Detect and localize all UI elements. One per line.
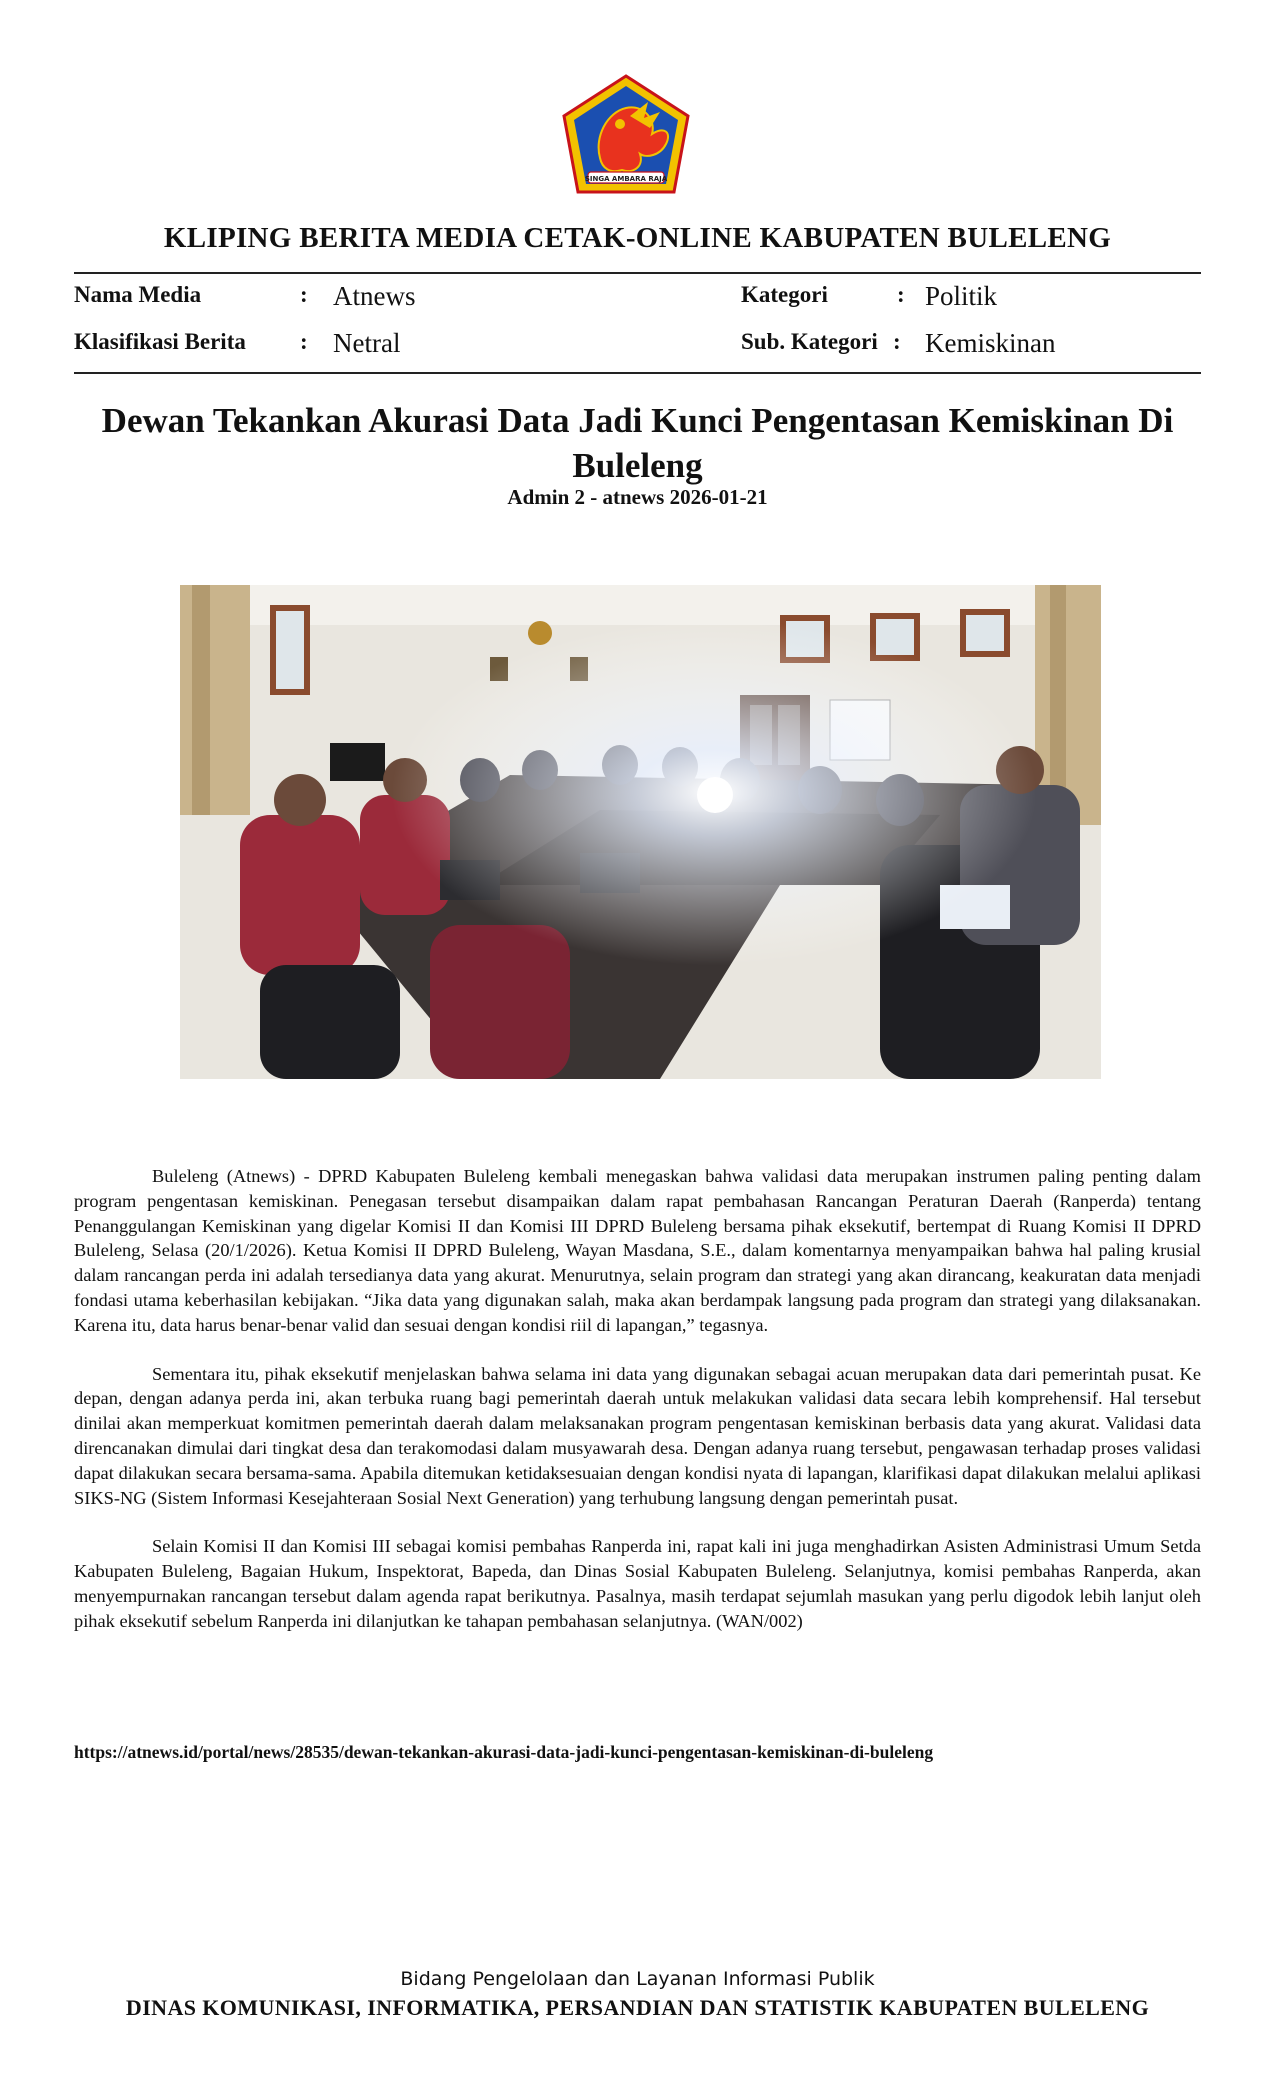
article-paragraph-2: Sementara itu, pihak eksekutif menjelaskan bahwa selama ini data yang digunakan sebagai acuan merupakan data dari pemerintah pusat. Ke depan, dengan adanya perda ini, akan terbuka ruang bagi pemerintah daerah untuk melakukan validasi data secara lebih komprehensif. Hal tersebut dinilai akan memperkuat komitmen pemerintah daerah dalam melaksanakan program pengentasan kemiskinan berbasis data yang akurat. Validasi data direncanakan dimulai dari tingkat desa dan terakomodasi dalam musyawarah desa. Dengan adanya ruang tersebut, pengawasan terhadap proses validasi dapat dilakukan secara bersama-sama. Apabila ditemukan ketidaksesuaian dengan kondisi nyata di lapangan, klarifikasi dapat dilakukan melalui aplikasi SIKS-NG (Sistem Informasi Kesejahteraan Sosial Next Generation) yang terhubung langsung dengan pemerintah pusat. <box>74 1363 1201 1508</box>
media-value: Atnews <box>333 281 416 311</box>
subcategory-value: Kemiskinan <box>925 328 1056 358</box>
article-paragraph-3: Selain Komisi II dan Komisi III sebagai komisi pembahas Ranperda ini, rapat kali ini juga menghadirkan Asisten Administrasi Umum Setda Kabupaten Buleleng, Bagaian Hukum, Inspektorat, Bapeda, dan Dinas Sosial Kabupaten Buleleng. Selanjutnya, komisi pembahas Ranperda, akan menyempurnakan rancangan tersebut dalam agenda rapat berikutnya. Pasalnya, masih terdapat sejumlah masukan yang perlu digodok lebih lanjut oleh pihak eksekutif sebelum Ranperda ini dilanjutkan ke tahapan pembahasan selanjutnya. (WAN/002) <box>74 1536 1201 1631</box>
classification-value: Netral <box>333 328 401 358</box>
footer-department: Bidang Pengelolaan dan Layanan Informasi Publik <box>400 1968 875 1990</box>
article-body <box>74 1164 1201 1658</box>
classification-label: Klasifikasi Berita <box>74 329 246 354</box>
article-byline: Admin 2 - atnews 2026-01-21 <box>507 485 768 509</box>
category-colon: : <box>897 282 905 307</box>
meeting-photo <box>180 585 1101 1079</box>
subcategory-label: Sub. Kategori <box>741 329 878 354</box>
media-label: Nama Media <box>74 282 202 307</box>
category-label: Kategori <box>741 282 828 307</box>
media-colon: : <box>300 282 308 307</box>
source-url-link[interactable]: https://atnews.id/portal/news/28535/dewan-tekankan-akurasi-data-jadi-kunci-pengentasan-kemiskinan-di-buleleng <box>74 1742 934 1762</box>
category-value: Politik <box>925 281 998 311</box>
document-header-title: KLIPING BERITA MEDIA CETAK-ONLINE KABUPATEN BULELENG <box>163 222 1112 254</box>
article-title: Dewan Tekankan Akurasi Data Jadi Kunci Pengentasan Kemiskinan Di Buleleng <box>101 401 1174 485</box>
article-paragraph-1: Buleleng (Atnews) - DPRD Kabupaten Buleleng kembali menegaskan bahwa validasi data merupakan instrumen paling penting dalam program pengentasan kemiskinan. Penegasan tersebut disampaikan dalam rapat pembahasan Rancangan Peraturan Daerah (Ranperda) tentang Penanggulangan Kemiskinan yang digelar Komisi II dan Komisi III DPRD Buleleng bersama pihak eksekutif, bertempat di Ruang Komisi II DPRD Buleleng, Selasa (20/1/2026). Ketua Komisi II DPRD Buleleng, Wayan Masdana, S.E., dalam komentarnya menyampaikan bahwa hal paling krusial dalam rancangan perda ini adalah tersedianya data yang akurat. Menurutnya, selain program dan strategi yang akan dirancang, keakuratan data menjadi fondasi utama keberhasilan kebijakan. “Jika data yang digunakan salah, maka akan berdampak langsung pada program dan strategi yang dilaksanakan. Karena itu, data harus benar-benar valid dan sesuai dengan kondisi riil di lapangan,” tegasnya. <box>74 1166 1201 1335</box>
buleleng-emblem <box>560 74 692 200</box>
emblem-motto: SINGA AMBARA RAJA <box>584 175 668 183</box>
footer-agency: DINAS KOMUNIKASI, INFORMATIKA, PERSANDIAN DAN STATISTIK KABUPATEN BULELENG <box>125 1995 1150 2020</box>
subcategory-colon: : <box>893 329 901 354</box>
header-divider-bottom <box>74 372 1201 374</box>
header-divider-top <box>74 272 1201 274</box>
classification-colon: : <box>300 329 308 354</box>
